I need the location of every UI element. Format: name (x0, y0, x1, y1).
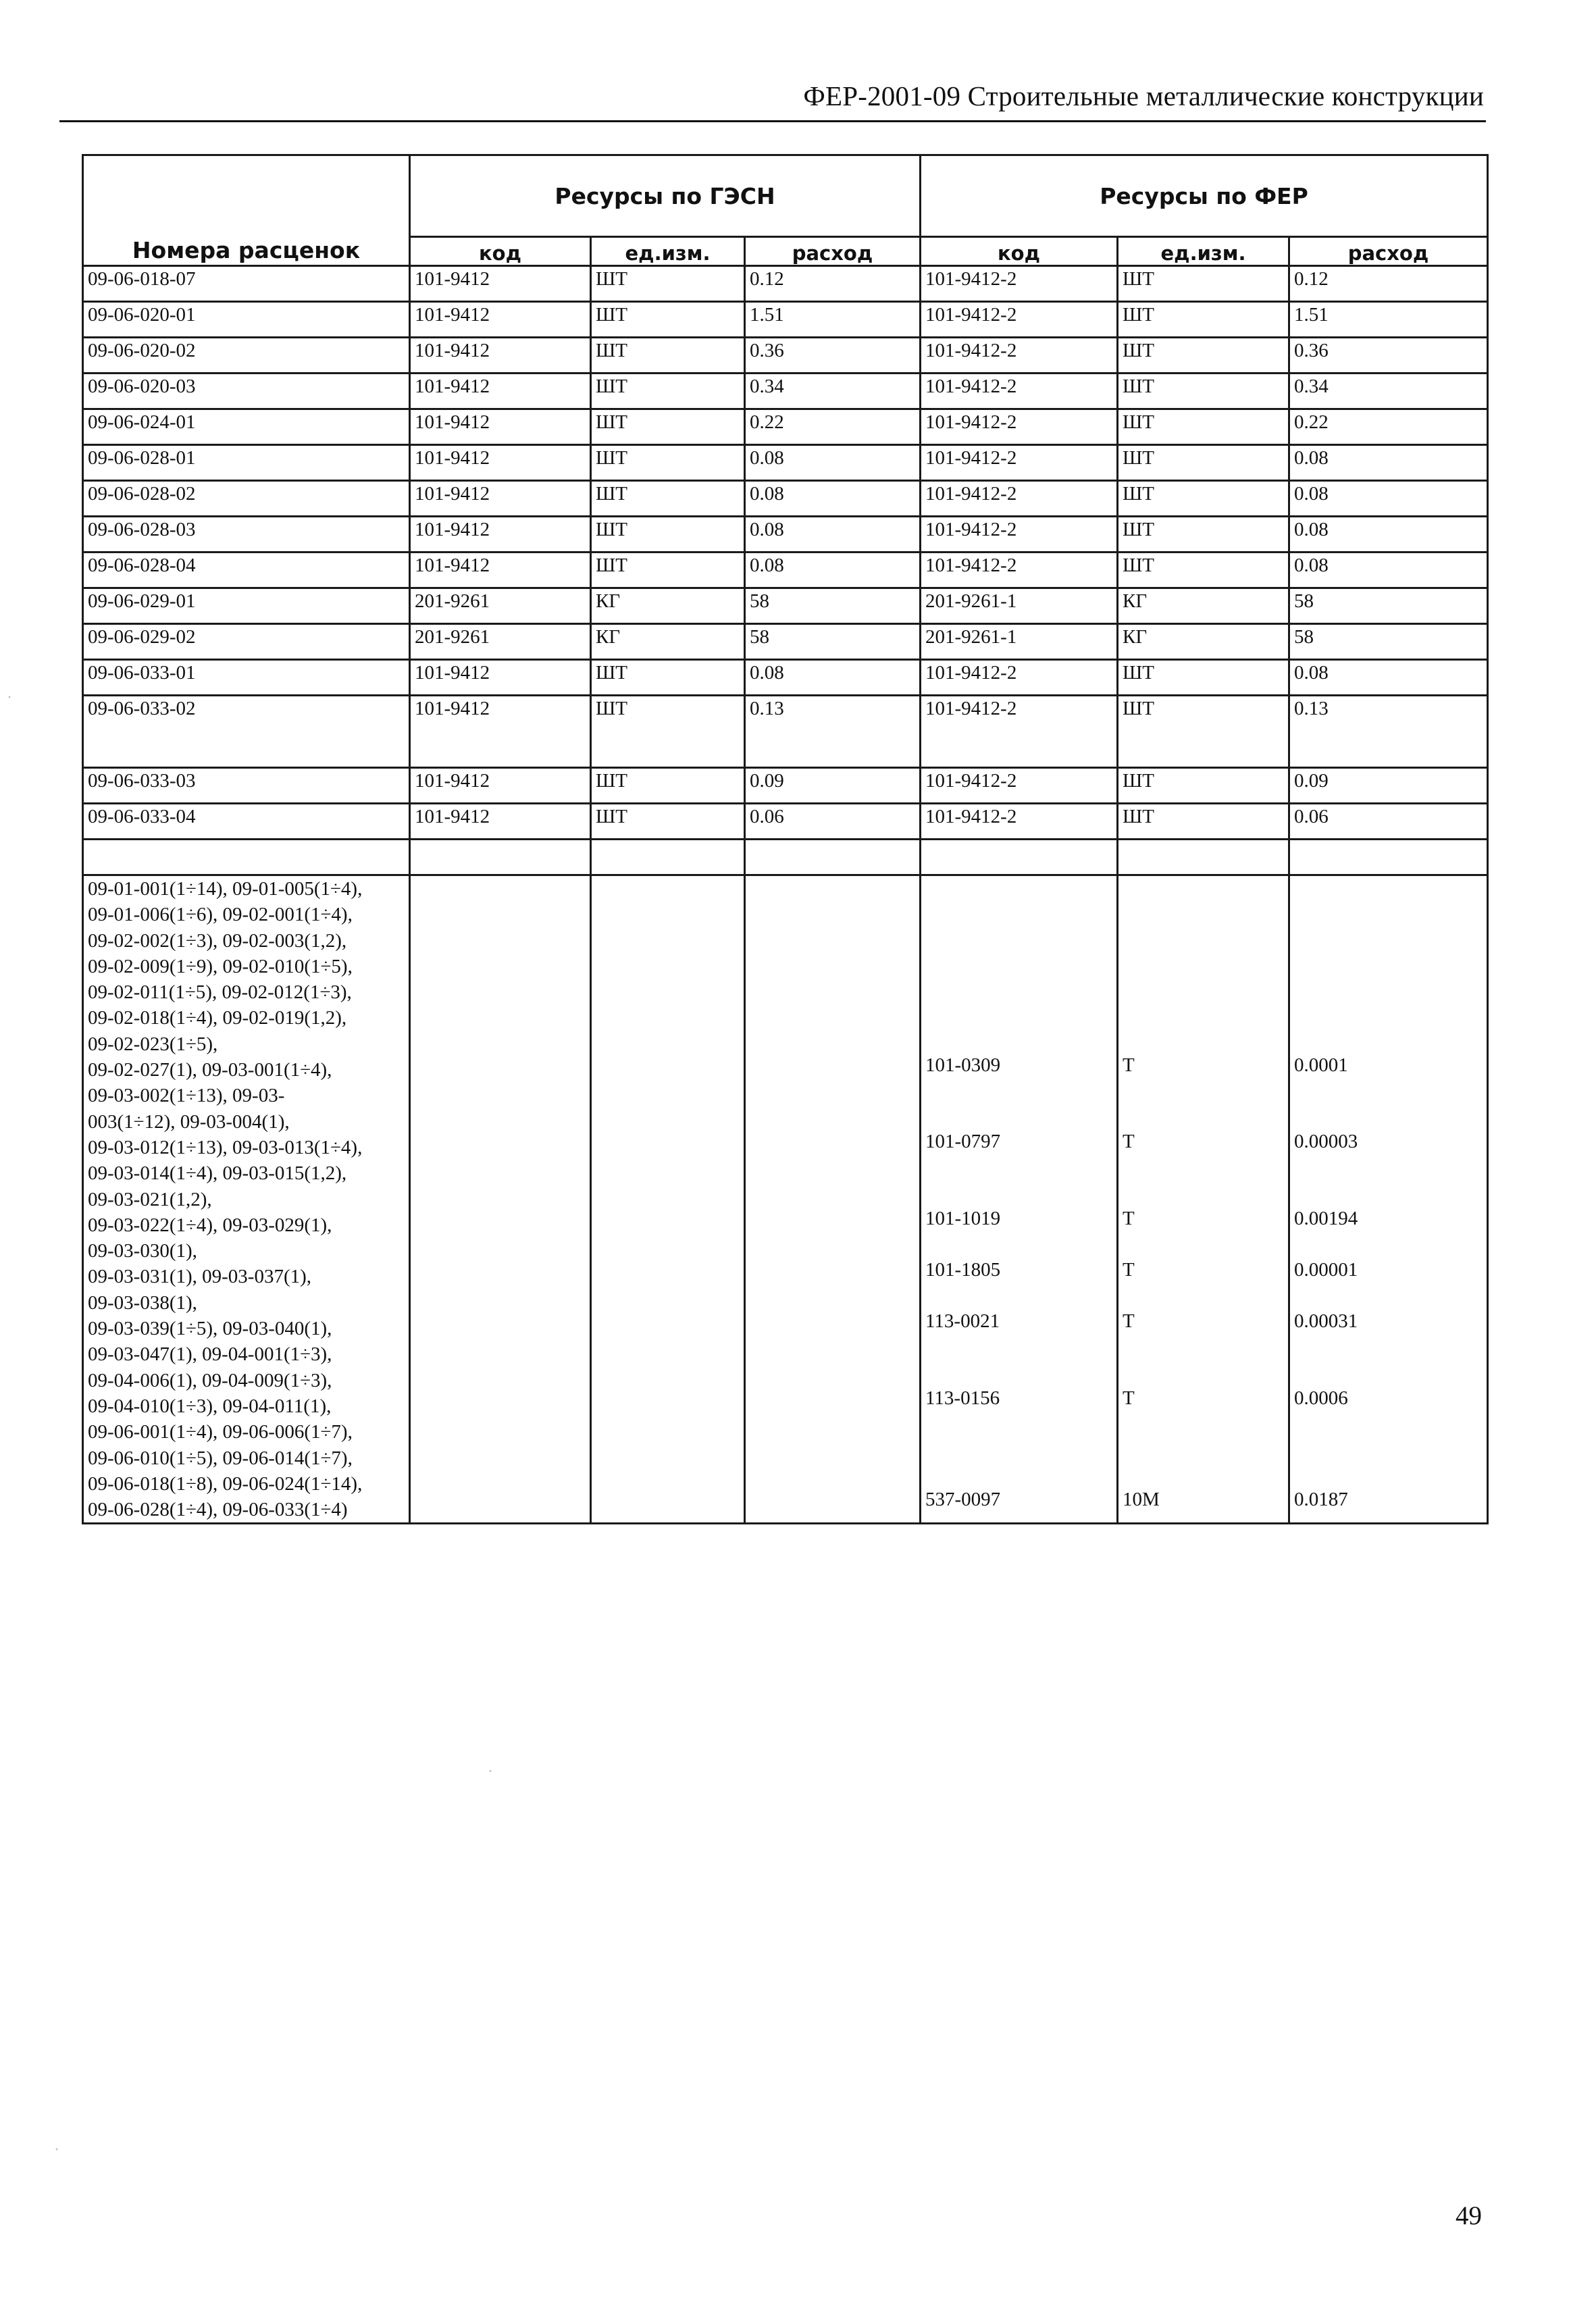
rate-code-line: 09-02-011(1÷5), 09-02-012(1÷3), (88, 981, 352, 1004)
table-row (83, 804, 1488, 840)
gesn-code-cell: 101-9412 (410, 374, 591, 409)
gesn-amount-cell: 0.08 (745, 660, 921, 696)
fer-unit-cell: КГ (1118, 624, 1289, 660)
fer-resource-code: 101-1019 (925, 1208, 1001, 1229)
empty-cell (410, 875, 591, 1524)
fer-resource-amount: 0.00194 (1294, 1208, 1358, 1229)
gesn-amount-cell: 0.06 (745, 804, 921, 840)
fer-amount-cell: 0.08 (1289, 552, 1488, 588)
rate-code-line: 09-04-010(1÷3), 09-04-011(1), (88, 1395, 332, 1417)
gesn-amount-cell: 0.13 (745, 696, 921, 768)
gesn-amount-cell: 1.51 (745, 302, 921, 338)
rate-number-cell: 09-06-029-01 (83, 588, 410, 624)
fer-unit-cell: ШТ (1118, 374, 1289, 409)
rate-number-cell: 09-06-033-03 (83, 768, 410, 804)
gesn-code-cell: 101-9412 (410, 660, 591, 696)
empty-cell (745, 875, 921, 1524)
fer-code-cell: 101-9412-2 (921, 660, 1118, 696)
header-fer-amount: расход (1289, 237, 1488, 266)
fer-code-cell: 101-9412-2 (921, 517, 1118, 552)
rate-code-line: 09-02-002(1÷3), 09-02-003(1,2), (88, 929, 347, 952)
fer-resource-unit: Т (1123, 1208, 1135, 1229)
header-gesn-code: код (410, 237, 591, 266)
rate-code-line: 09-03-021(1,2), (88, 1188, 212, 1210)
gesn-amount-cell: 0.08 (745, 445, 921, 481)
rate-codes-list-cell (83, 875, 410, 1524)
fer-code-cell: 101-9412-2 (921, 696, 1118, 768)
fer-code-cell: 101-9412-2 (921, 302, 1118, 338)
gesn-unit-cell: КГ (591, 624, 745, 660)
gesn-unit-cell: ШТ (591, 338, 745, 374)
fer-code-stack-cell (921, 875, 1118, 1524)
rate-code-line: 09-01-001(1÷14), 09-01-005(1÷4), (88, 878, 363, 900)
table-row (83, 517, 1488, 552)
empty-cell (83, 840, 410, 875)
fer-amount-cell: 0.34 (1289, 374, 1488, 409)
fer-amount-cell: 0.09 (1289, 768, 1488, 804)
rate-code-line: 09-03-022(1÷4), 09-03-029(1), (88, 1214, 332, 1236)
gesn-unit-cell: ШТ (591, 768, 745, 804)
rate-number-cell: 09-06-024-01 (83, 409, 410, 445)
fer-code-cell: 101-9412-2 (921, 338, 1118, 374)
gesn-code-cell: 101-9412 (410, 552, 591, 588)
gesn-code-cell: 101-9412 (410, 517, 591, 552)
empty-cell (1118, 840, 1289, 875)
gesn-unit-cell: ШТ (591, 266, 745, 302)
fer-code-cell: 201-9261-1 (921, 624, 1118, 660)
fer-resource-amount: 0.00001 (1294, 1259, 1358, 1281)
rate-code-line: 09-03-014(1÷4), 09-03-015(1,2), (88, 1162, 347, 1185)
fer-resource-code: 101-1805 (925, 1259, 1001, 1281)
table-row (83, 588, 1488, 624)
fer-amount-cell: 0.22 (1289, 409, 1488, 445)
fer-amount-stack-cell (1289, 875, 1488, 1524)
gesn-code-cell: 101-9412 (410, 302, 591, 338)
document-header-title: ФЕР-2001-09 Строительные металлические конструкции (803, 80, 1484, 111)
header-gesn-unit: ед.изм. (591, 237, 745, 266)
rate-code-line: 09-06-010(1÷5), 09-06-014(1÷7), (88, 1447, 353, 1469)
rate-code-line: 09-02-018(1÷4), 09-02-019(1,2), (88, 1007, 347, 1029)
table-row (83, 302, 1488, 338)
rate-code-line: 09-06-001(1÷4), 09-06-006(1÷7), (88, 1421, 353, 1443)
header-fer-unit: ед.изм. (1118, 237, 1289, 266)
fer-unit-cell: ШТ (1118, 660, 1289, 696)
fer-resource-unit: 10М (1123, 1489, 1160, 1510)
fer-code-cell: 101-9412-2 (921, 552, 1118, 588)
header-rule (59, 120, 1486, 122)
table-row (83, 481, 1488, 517)
rate-code-line: 09-03-038(1), (88, 1291, 197, 1314)
table-row (83, 768, 1488, 804)
gesn-amount-cell: 0.34 (745, 374, 921, 409)
fer-unit-cell: ШТ (1118, 768, 1289, 804)
rate-code-line: 09-03-047(1), 09-04-001(1÷3), (88, 1343, 332, 1366)
gesn-unit-cell: ШТ (591, 517, 745, 552)
fer-amount-cell: 0.13 (1289, 696, 1488, 768)
fer-code-cell: 101-9412-2 (921, 266, 1118, 302)
gesn-unit-cell: ШТ (591, 552, 745, 588)
scan-speck: · (7, 689, 12, 706)
gesn-unit-cell: ШТ (591, 409, 745, 445)
rate-number-cell: 09-06-028-01 (83, 445, 410, 481)
gesn-code-cell: 101-9412 (410, 266, 591, 302)
fer-unit-cell: ШТ (1118, 445, 1289, 481)
fer-unit-cell: ШТ (1118, 552, 1289, 588)
rate-code-line: 09-04-006(1), 09-04-009(1÷3), (88, 1369, 332, 1391)
gesn-code-cell: 101-9412 (410, 409, 591, 445)
table-row (83, 374, 1488, 409)
table-row (83, 266, 1488, 302)
gesn-amount-cell: 58 (745, 588, 921, 624)
gesn-code-cell: 101-9412 (410, 445, 591, 481)
empty-cell (1289, 840, 1488, 875)
rate-code-line: 09-06-028(1÷4), 09-06-033(1÷4) (88, 1499, 348, 1521)
fer-code-cell: 101-9412-2 (921, 804, 1118, 840)
fer-amount-cell: 0.08 (1289, 481, 1488, 517)
fer-amount-cell: 0.08 (1289, 445, 1488, 481)
table-row (83, 696, 1488, 768)
fer-code-cell: 101-9412-2 (921, 768, 1118, 804)
gesn-unit-cell: ШТ (591, 804, 745, 840)
header-gesn-resources: Ресурсы по ГЭСН (410, 155, 921, 237)
empty-cell (591, 875, 745, 1524)
fer-resource-unit: Т (1123, 1131, 1135, 1152)
resources-table (82, 154, 1489, 1524)
fer-amount-cell: 0.06 (1289, 804, 1488, 840)
rate-number-cell: 09-06-020-03 (83, 374, 410, 409)
rate-number-cell: 09-06-033-01 (83, 660, 410, 696)
fer-amount-cell: 1.51 (1289, 302, 1488, 338)
rate-code-line: 09-02-027(1), 09-03-001(1÷4), (88, 1059, 332, 1081)
fer-resource-amount: 0.0006 (1294, 1387, 1348, 1409)
gesn-code-cell: 101-9412 (410, 696, 591, 768)
gesn-amount-cell: 0.09 (745, 768, 921, 804)
fer-unit-cell: ШТ (1118, 409, 1289, 445)
rate-code-line: 09-03-002(1÷13), 09-03- (88, 1085, 285, 1107)
gesn-unit-cell: КГ (591, 588, 745, 624)
rate-number-cell: 09-06-028-02 (83, 481, 410, 517)
empty-cell (921, 840, 1118, 875)
gesn-amount-cell: 0.08 (745, 517, 921, 552)
fer-unit-cell: ШТ (1118, 804, 1289, 840)
gesn-code-cell: 201-9261 (410, 588, 591, 624)
fer-resource-unit: Т (1123, 1054, 1135, 1076)
common-resources-row (83, 875, 1488, 1524)
scan-speck: · (488, 1763, 493, 1780)
gesn-code-cell: 101-9412 (410, 481, 591, 517)
table-row (83, 552, 1488, 588)
fer-code-cell: 101-9412-2 (921, 481, 1118, 517)
fer-unit-stack-cell (1118, 875, 1289, 1524)
fer-resource-unit: Т (1123, 1259, 1135, 1281)
rate-number-cell: 09-06-020-01 (83, 302, 410, 338)
scan-speck: · (54, 2141, 59, 2159)
rate-number-cell: 09-06-028-03 (83, 517, 410, 552)
empty-cell (745, 840, 921, 875)
empty-cell (591, 840, 745, 875)
table-row (83, 660, 1488, 696)
fer-amount-cell: 0.08 (1289, 517, 1488, 552)
rate-code-line: 09-02-009(1÷9), 09-02-010(1÷5), (88, 955, 353, 977)
rate-number-cell: 09-06-033-04 (83, 804, 410, 840)
fer-unit-cell: ШТ (1118, 696, 1289, 768)
fer-amount-cell: 0.36 (1289, 338, 1488, 374)
table-row (83, 338, 1488, 374)
gesn-code-cell: 101-9412 (410, 804, 591, 840)
gesn-code-cell: 201-9261 (410, 624, 591, 660)
fer-resource-code: 537-0097 (925, 1489, 1001, 1510)
gesn-unit-cell: ШТ (591, 696, 745, 768)
gesn-amount-cell: 0.08 (745, 481, 921, 517)
gesn-unit-cell: ШТ (591, 302, 745, 338)
fer-unit-cell: ШТ (1118, 266, 1289, 302)
rate-code-line: 09-01-006(1÷6), 09-02-001(1÷4), (88, 904, 353, 926)
header-fer-resources: Ресурсы по ФЕР (921, 155, 1488, 237)
fer-code-cell: 101-9412-2 (921, 409, 1118, 445)
gesn-unit-cell: ШТ (591, 374, 745, 409)
rate-number-cell: 09-06-018-07 (83, 266, 410, 302)
table-row (83, 445, 1488, 481)
empty-table-row (83, 840, 1488, 875)
rate-code-line: 09-03-031(1), 09-03-037(1), (88, 1266, 312, 1288)
rate-code-line: 09-03-012(1÷13), 09-03-013(1÷4), (88, 1136, 363, 1158)
header-fer-code: код (921, 237, 1118, 266)
gesn-amount-cell: 58 (745, 624, 921, 660)
fer-resource-unit: Т (1123, 1310, 1135, 1332)
rate-code-line: 09-03-030(1), (88, 1240, 197, 1262)
rate-code-line: 09-06-018(1÷8), 09-06-024(1÷14), (88, 1472, 363, 1495)
fer-code-cell: 201-9261-1 (921, 588, 1118, 624)
gesn-amount-cell: 0.22 (745, 409, 921, 445)
rate-code-line: 003(1÷12), 09-03-004(1), (88, 1110, 290, 1133)
gesn-amount-cell: 0.08 (745, 552, 921, 588)
fer-code-cell: 101-9412-2 (921, 374, 1118, 409)
fer-resource-amount: 0.00003 (1294, 1131, 1358, 1152)
fer-unit-cell: КГ (1118, 588, 1289, 624)
rate-code-line: 09-02-023(1÷5), (88, 1033, 218, 1055)
fer-unit-cell: ШТ (1118, 517, 1289, 552)
header-rate-numbers: Номера расценок (83, 155, 410, 266)
fer-resource-code: 101-0797 (925, 1131, 1001, 1152)
fer-resource-code: 113-0021 (925, 1310, 1000, 1332)
fer-resource-amount: 0.0001 (1294, 1054, 1348, 1076)
gesn-code-cell: 101-9412 (410, 338, 591, 374)
rate-number-cell: 09-06-033-02 (83, 696, 410, 768)
fer-amount-cell: 58 (1289, 588, 1488, 624)
table-row (83, 624, 1488, 660)
rate-number-cell: 09-06-028-04 (83, 552, 410, 588)
page-number: 49 (1456, 2201, 1482, 2230)
fer-resource-code: 113-0156 (925, 1387, 1000, 1409)
rate-number-cell: 09-06-020-02 (83, 338, 410, 374)
gesn-code-cell: 101-9412 (410, 768, 591, 804)
rate-code-line: 09-03-039(1÷5), 09-03-040(1), (88, 1318, 332, 1340)
gesn-amount-cell: 0.36 (745, 338, 921, 374)
fer-unit-cell: ШТ (1118, 481, 1289, 517)
fer-code-cell: 101-9412-2 (921, 445, 1118, 481)
fer-amount-cell: 0.08 (1289, 660, 1488, 696)
gesn-amount-cell: 0.12 (745, 266, 921, 302)
rate-number-cell: 09-06-029-02 (83, 624, 410, 660)
table-row (83, 409, 1488, 445)
fer-resource-amount: 0.00031 (1294, 1310, 1358, 1332)
fer-amount-cell: 58 (1289, 624, 1488, 660)
gesn-unit-cell: ШТ (591, 481, 745, 517)
fer-unit-cell: ШТ (1118, 338, 1289, 374)
gesn-unit-cell: ШТ (591, 445, 745, 481)
fer-resource-amount: 0.0187 (1294, 1489, 1348, 1510)
gesn-unit-cell: ШТ (591, 660, 745, 696)
header-gesn-amount: расход (745, 237, 921, 266)
fer-resource-code: 101-0309 (925, 1054, 1001, 1076)
fer-unit-cell: ШТ (1118, 302, 1289, 338)
fer-resource-unit: Т (1123, 1387, 1135, 1409)
fer-amount-cell: 0.12 (1289, 266, 1488, 302)
empty-cell (410, 840, 591, 875)
